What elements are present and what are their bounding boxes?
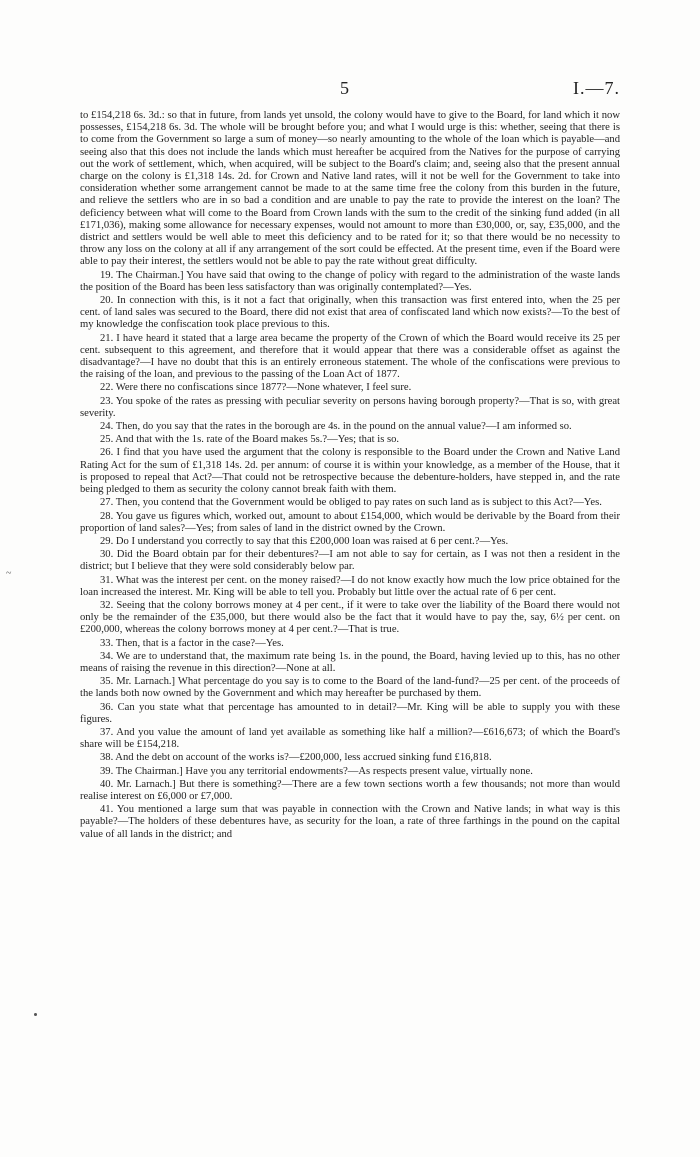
paragraph-continuation: to £154,218 6s. 3d.: so that in future, from lands yet unsold, the colony would have to give to the Board, for land which it now possesses, £154,218 6s. 3d. The whole will be brought before you; and what I would urge is this: whether, seeing that there is to come from the Government so large a sum of money—so nearly amounting to the whole of the loan which is payable—and seeing also that this does not include the lands which must hereafter be acquired from the Natives for the purpose of carrying out the work of settlement, which, when acquired, will be subject to the Board's claim; and, seeing also that the present annual charge on the colony is £1,318 14s. 2d. for Crown and Native land rates, will it not be well for the Government to take into consideration whether some arrangement cannot be made to at the same time free the colony from this burden in the future, and relieve the settlers who are in so bad a condition and are unable to pay the rate to provide the interest on the loan? The deficiency between what will come to the Board from Crown lands with the sum to the credit of the sinking fund added (in all £171,036), making some allowance for necessary expenses, would not amount to more than £30,000, or, say, £35,000, and the district and settlers would be well able to meet this deficiency and to be rated for it; so that there would be no necessity to throw any loss on the colony at all if any arrangement of the sort could be effected. At the present time, even if the Board were able to pay their interest, the settlers would not be able to pay the rate without great difficulty. (80, 110, 620, 268)
question-32: 32. Seeing that the colony borrows money at 4 per cent., if it were to take over the liability of the Board there would not only be the remainder of the £35,000, but there would also be the fact that it would have to pay the, say, 6½ per cent. on £200,000, whereas the colony borrows money at 4 per cent.?—That is true. (80, 599, 620, 636)
question-21: 21. I have heard it stated that a large area became the property of the Crown of which the Board would receive its 25 per cent. subsequent to this agreement, and therefore that it would appear that there was a considerable offset as against the disadvantage?—I have no doubt that this is an entirely erroneous statement. The whole of the confiscations were previous to the raising of the loan, and previous to the passing of the Loan Act of 1877. (80, 332, 620, 381)
question-20: 20. In connection with this, is it not a fact that originally, when this transaction was first entered into, when the 25 per cent. of land sales was secured to the Board, there did not exist that area of confiscated land which now exists?—To the best of my knowledge the confiscation took place previous to this. (80, 295, 620, 331)
question-23: 23. You spoke of the rates as pressing with peculiar severity on persons having borough property?—That is so, with great severity. (80, 395, 620, 419)
question-29: 29. Do I understand you correctly to say that this £200,000 loan was raised at 6 per cent.?—Yes. (100, 535, 509, 547)
question-35: 35. Mr. Larnach.] What percentage do you say is to come to the Board of the land-fund?—25 per cent. of the proceeds of the lands both now owned by the Government and which may hereafter be purchased by them. (80, 676, 620, 700)
margin-mark: ~ (6, 568, 12, 579)
question-31: 31. What was the interest per cent. on the money raised?—I do not know exactly how much the low price obtained for the loan increased the interest. Mr. King will be able to tell you. Probably but little over the actual rate of 6 per cent. (80, 574, 620, 598)
question-41: 41. You mentioned a large sum that was payable in connection with the Crown and Native lands; in what way is this payable?—The holders of these debentures have, as security for the loan, a rate of three farthings in the pound on the capital value of all lands in the district; and (80, 804, 620, 840)
question-34: 34. We are to understand that, the maximum rate being 1s. in the pound, the Board, having levied up to this, has no other means of raising the revenue in this direction?—None at all. (80, 650, 620, 674)
question-27: 27. Then, you contend that the Government would be obliged to pay rates on such land as is subject to this Act?—Yes. (100, 497, 602, 509)
question-33: 33. Then, that is a factor in the case?—Yes. (100, 637, 284, 649)
question-40: 40. Mr. Larnach.] But there is something?—There are a few town sections worth a few thousands; not more than would realise interest on £6,000 or £7,000. (80, 778, 620, 802)
question-19: 19. The Chairman.] You have said that owing to the change of policy with regard to the administration of the waste lands the position of the Board has been less satisfactory than was originally contemplated?—Yes. (80, 269, 620, 293)
page-number: 5 (340, 78, 349, 98)
question-25: 25. And that with the 1s. rate of the Board makes 5s.?—Yes; that is so. (100, 434, 400, 446)
question-24: 24. Then, do you say that the rates in the borough are 4s. in the pound on the annual value?—I am informed so. (100, 421, 572, 433)
question-22: 22. Were there no confiscations since 1877?—None whatever, I feel sure. (100, 382, 412, 394)
question-26: 26. I find that you have used the argument that the colony is responsible to the Board under the Crown and Native Land Rating Act for the sum of £1,318 14s. 2d. per annum: of course it is within your knowledge, as a member of the House, that it is proposed to repeal that Act?—That could not be retrospective because the debenture-holders, have stepped in, and the rate being pledged to them as security the colony cannot break faith with them. (80, 447, 620, 496)
question-36: 36. Can you state what that percentage has amounted to in detail?—Mr. King will be able to supply you with these figures. (80, 701, 620, 725)
page-header (0, 78, 700, 102)
question-28: 28. You gave us figures which, worked out, amount to about £154,000, which would be derivable by the Board from their proportion of land sales?—Yes; from sales of land in the district owned by the Crown. (80, 510, 620, 534)
document-body (80, 110, 620, 841)
question-30: 30. Did the Board obtain par for their debentures?—I am not able to say for certain, as I was not then a resident in the district; but I believe that they were sold considerably below par. (80, 549, 620, 573)
question-38: 38. And the debt on account of the works is?—£200,000, less accrued sinking fund £16,818. (100, 752, 492, 764)
document-reference: I.—7. (573, 78, 620, 98)
margin-dot (34, 1013, 37, 1016)
question-37: 37. And you value the amount of land yet available as something like half a million?—£616,673; of which the Board's share will be £154,218. (80, 726, 620, 751)
question-39: 39. The Chairman.] Have you any territorial endowments?—As respects present value, virtually none. (100, 765, 533, 777)
